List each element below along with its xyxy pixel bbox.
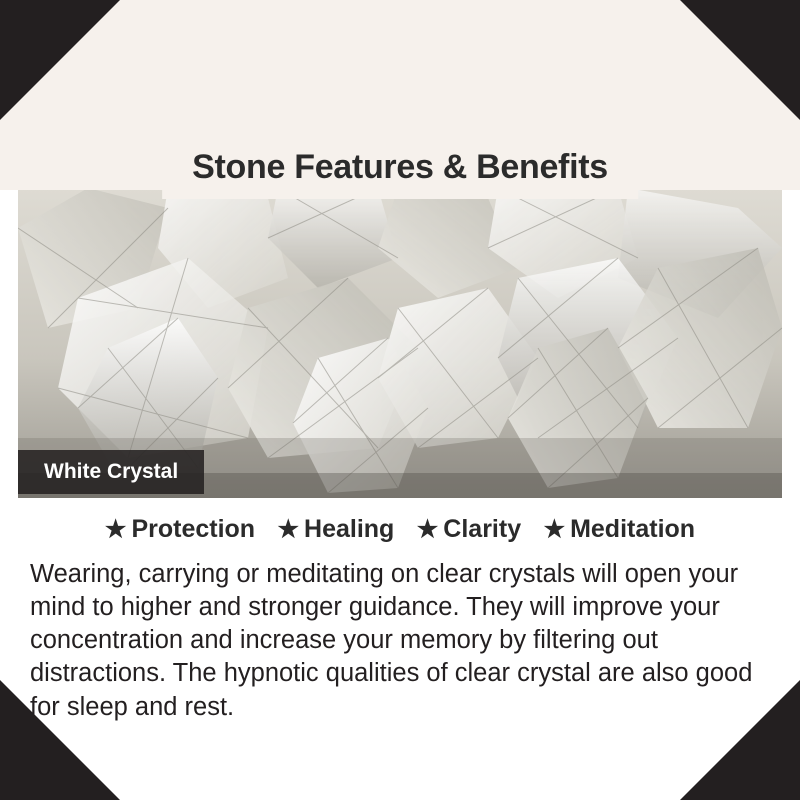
benefits-list — [0, 515, 800, 544]
star-icon: ★ — [416, 516, 439, 543]
star-icon: ★ — [277, 516, 300, 543]
benefit-item-clarity — [417, 515, 521, 544]
benefit-label: Clarity — [443, 515, 522, 543]
description-text: Wearing, carrying or meditating on clear crystals will open your mind to higher and stronger guidance. They will improve your concentration and increase your memory by filtering out distractions. The hypnotic qualities of clear crystal are also good for sleep and rest. — [30, 560, 753, 721]
benefit-item-protection — [105, 515, 255, 544]
page-title-plaque — [162, 140, 638, 199]
benefit-item-healing — [278, 515, 395, 544]
benefit-label: Meditation — [570, 515, 696, 543]
star-icon: ★ — [104, 516, 127, 543]
benefit-label: Healing — [304, 515, 395, 543]
benefit-item-meditation — [544, 515, 696, 544]
page-title: Stone Features & Benefits — [192, 148, 608, 186]
benefit-label: Protection — [131, 515, 256, 543]
stone-name-label: White Crystal — [18, 450, 204, 494]
star-icon: ★ — [543, 516, 566, 543]
